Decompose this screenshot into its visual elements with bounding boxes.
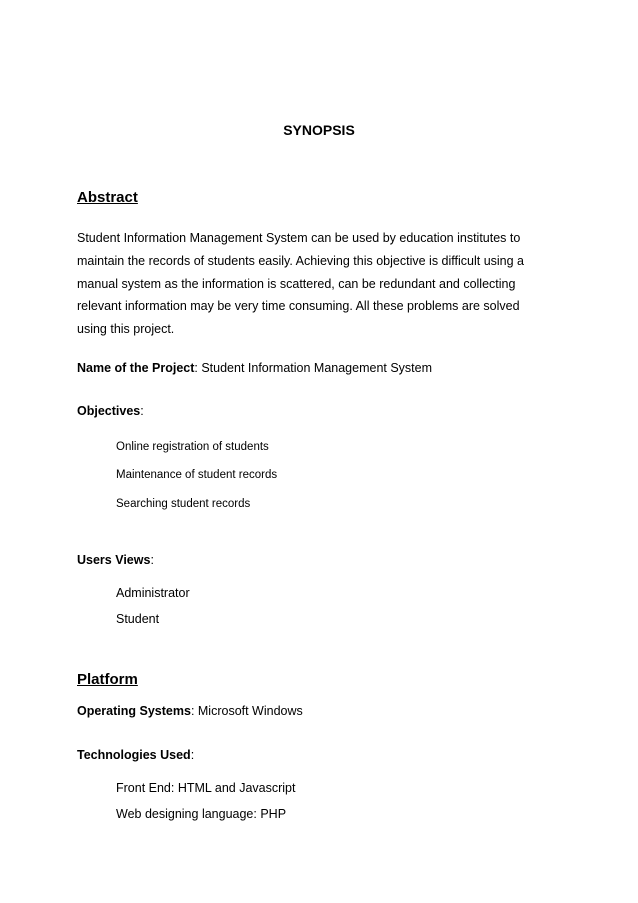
project-name-value: : Student Information Management System bbox=[194, 361, 433, 375]
abstract-line: maintain the records of students easily. Achieving this objective is difficult using a bbox=[77, 253, 524, 268]
user-views-colon: : bbox=[150, 553, 154, 567]
technology-item: Web designing language: PHP bbox=[116, 807, 287, 821]
page-title: SYNOPSIS bbox=[283, 122, 355, 138]
objective-item: Online registration of students bbox=[116, 441, 269, 453]
abstract-line: relevant information may be very time consuming. All these problems are solved bbox=[77, 299, 520, 314]
operating-systems-field bbox=[77, 704, 303, 718]
user-view-item: Student bbox=[116, 612, 160, 626]
technologies-field bbox=[77, 748, 194, 762]
operating-systems-label: Operating Systems bbox=[77, 704, 191, 718]
abstract-line: using this project. bbox=[77, 322, 175, 336]
abstract-paragraph bbox=[77, 227, 560, 341]
abstract-line: manual system as the information is scattered, can be redundant and collecting bbox=[77, 276, 516, 291]
technologies-label: Technologies Used bbox=[77, 748, 191, 762]
objective-item: Searching student records bbox=[116, 498, 251, 510]
project-name-field bbox=[77, 361, 432, 375]
objectives-colon: : bbox=[140, 404, 144, 418]
project-name-label: Name of the Project bbox=[77, 361, 195, 375]
platform-heading: Platform bbox=[77, 671, 138, 688]
abstract-heading: Abstract bbox=[77, 189, 138, 206]
objectives-field bbox=[77, 404, 144, 418]
abstract-line: Student Information Management System can be used by education institutes to bbox=[77, 231, 521, 245]
objectives-label: Objectives bbox=[77, 404, 141, 418]
user-views-field bbox=[77, 553, 154, 567]
operating-systems-value: : Microsoft Windows bbox=[190, 704, 303, 718]
technologies-colon: : bbox=[190, 748, 195, 762]
objective-item: Maintenance of student records bbox=[116, 469, 278, 481]
user-view-item: Administrator bbox=[116, 586, 190, 600]
user-views-label: Users Views bbox=[77, 553, 151, 567]
technology-item: Front End: HTML and Javascript bbox=[116, 781, 296, 795]
